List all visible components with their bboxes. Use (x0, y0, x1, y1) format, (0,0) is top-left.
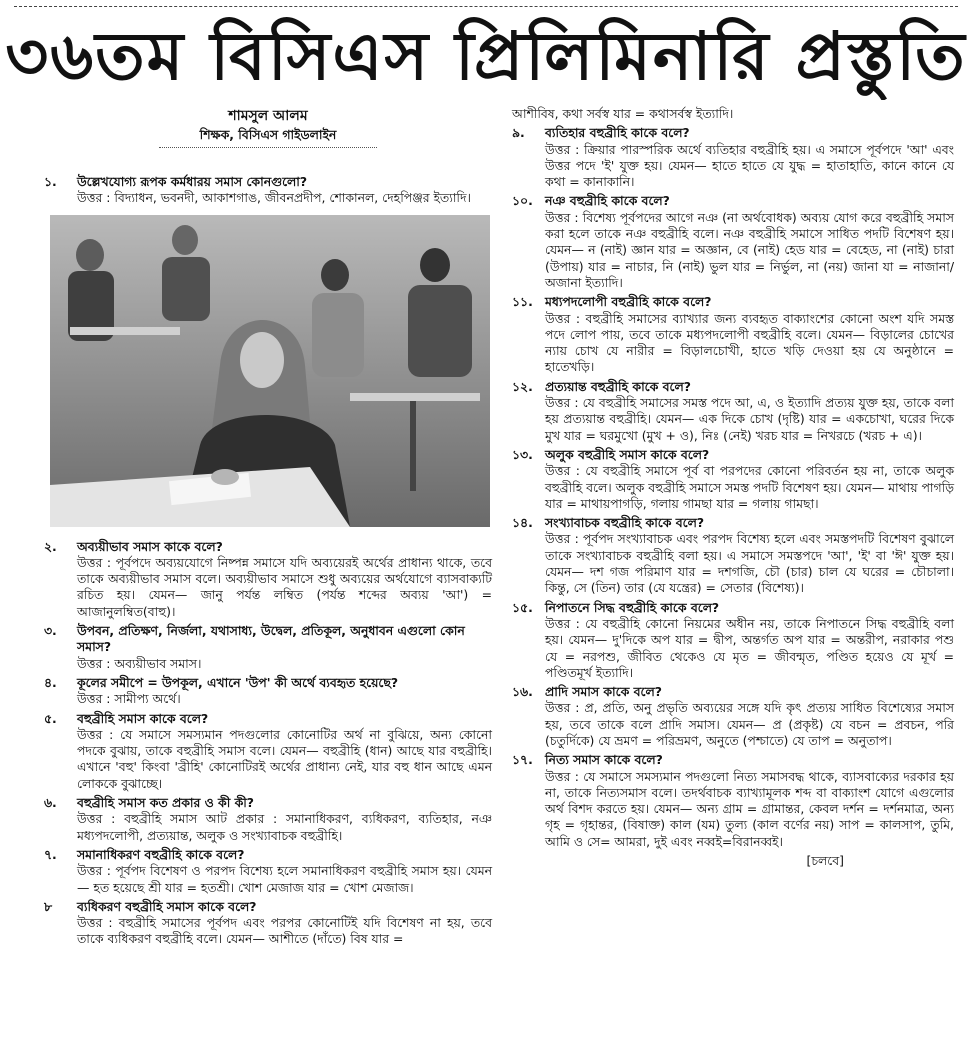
qa-item-10 (512, 193, 954, 291)
qa-question: কূলের সমীপে = উপকূল, এখানে 'উপ' কী অর্থে ব্যবহৃত হয়েছে? (77, 674, 399, 690)
qa-question: অলুক বহুব্রীহি সমাস কাকে বলে? (545, 446, 710, 462)
qa-item-1 (44, 174, 492, 207)
qa-number: ৭. (44, 846, 57, 862)
right-column (512, 106, 954, 869)
qa-number: ৫. (44, 710, 57, 726)
qa-item-11 (512, 294, 954, 375)
qa-answer: উত্তর : প্র, প্রতি, অনু প্রভৃতি অব্যয়ের সঙ্গে যদি কৃৎ প্রত্যয় সাধিত বিশেষ্যের সমাস হয়, তবে তাকে বলে প্রাদি সমাস। যেমন— প্র (প্রকৃষ্ট) যে বচন = প্রবচন, পরি (চতুর্দিকে) যে ভ্রমণ = পরিভ্রমণ, অনুতে (পশ্চাতে) যে তাপ = অনুতাপ। (545, 700, 954, 748)
qa-number: ১৭. (512, 752, 533, 768)
qa-body (545, 752, 954, 850)
qa-item-9 (512, 125, 954, 190)
qa-item-14 (512, 515, 954, 596)
continued-marker: [চলবে] (806, 853, 844, 869)
qa-question: মধ্যপদলোপী বহুব্রীহি কাকে বলে? (545, 294, 712, 310)
qa-question: ব্যতিহার বহুব্রীহি কাকে বলে? (545, 125, 690, 141)
qa-body (77, 899, 492, 948)
qa-number: ১. (44, 174, 57, 189)
qa-answer: উত্তর : বিশেষ্য পূর্বপদের আগে নঞ (না অর্থবোধক) অব্যয় যোগ করে বহুব্রীহি সমাস করা হলে তাকে নঞ বহুব্রীহি বলে। নঞ বহুব্রীহি সমাসে সাধিত পদটি বিশেষণ হয়। যেমন— ন (নাই) জ্ঞান যার = অজ্ঞান, বে (নাই) হেড যার = বেহেড, না (নাই) চারা (উপায়) যার = নাচার, নি (নাই) ভুল যার = নির্ভুল, না (নয়) জানা যা = নাজানা/অজানা ইত্যাদি। (545, 209, 954, 290)
qa-body (77, 847, 492, 896)
qa-item-6 (44, 795, 492, 844)
qa-body (545, 684, 954, 749)
qa-question: প্রাদি সমাস কাকে বলে? (545, 684, 662, 700)
qa-question: ব্যধিকরণ বহুব্রীহি সমাস কাকে বলে? (77, 898, 257, 914)
byline-divider (159, 147, 377, 148)
qa-question: অব্যয়ীভাব সমাস কাকে বলে? (77, 538, 223, 554)
qa-number: ১৬. (512, 684, 533, 700)
qa-answer: উত্তর : সামীপ্য অর্থে। (77, 691, 181, 707)
qa-body (545, 515, 954, 596)
qa-number: ৬. (44, 795, 57, 811)
qa-question: বহুব্রীহি সমাস কাকে বলে? (77, 710, 209, 726)
qa-number: ১৫. (512, 599, 533, 615)
qa-question: নিত্য সমাস কাকে বলে? (545, 752, 663, 768)
qa-item-13 (512, 447, 954, 512)
page-title: ৩৬তম বিসিএস প্রিলিমিনারি প্রস্তুতি (5, 18, 967, 95)
top-rule (14, 6, 958, 7)
left-column (44, 106, 492, 951)
exam-hall-photo (50, 215, 490, 527)
byline (44, 106, 492, 148)
qa-number: ১২. (512, 378, 533, 394)
qa-question: সমানাধিকরণ বহুব্রীহি কাকে বলে? (77, 846, 245, 862)
qa-body (77, 539, 492, 620)
qa-answer: উত্তর : অব্যয়ীভাব সমাস। (77, 655, 202, 671)
qa-answer: উত্তর : বহুব্রীহি সমাস আট প্রকার : সমানাধিকরণ, ব্যধিকরণ, ব্যতিহার, নঞ মধ্যপদলোপী, প্রত্যয়ান্ত, অলুক ও সংখ্যাবাচক বহুব্রীহি। (77, 811, 492, 843)
qa-question: নিপাতনে সিদ্ধ বহুব্রীহি কাকে বলে? (545, 599, 720, 615)
qa-answer: উত্তর : পূর্বপদ বিশেষণ ও পরপদ বিশেষ্য হলে সমানাধিকরণ বহুব্রীহি সমাস হয়। যেমন— হত হয়েছে শ্রী যার = হতশ্রী। খোশ মেজাজ যার = খোশ মেজাজ। (77, 863, 492, 895)
qa-item-5 (44, 711, 492, 792)
qa-question: প্রত্যয়ান্ত বহুব্রীহি কাকে বলে? (545, 378, 691, 394)
qa-body (545, 193, 954, 291)
qa-question: উল্লেখযোগ্য রূপক কর্মধারয় সমাস কোনগুলো? (77, 174, 308, 189)
qa-number: ১১. (512, 294, 533, 310)
qa-answer: উত্তর : বহুব্রীহি সমাসের পূর্বপদ এবং পরপর কোনোটিই যদি বিশেষণ না হয়, তবে তাকে ব্যধিকরণ বহুব্রীহি বলে। যেমন— আশীতে (দাঁতে) বিষ যার = (77, 915, 492, 947)
author-name: শামসুল আলম (228, 108, 308, 124)
qa-number: ৪. (44, 674, 57, 690)
qa-body (77, 711, 492, 792)
qa-body (545, 294, 954, 375)
qa-body (77, 675, 492, 708)
continued-text: আশীবিষ, কথা সর্বস্ব যার = কথাসর্বস্ব ইত্যাদি। (512, 106, 734, 121)
qa-body (77, 174, 492, 207)
qa-body (545, 447, 954, 512)
qa-question: উপবন, প্রতিক্ষণ, নির্জলা, যথাসাধ্য, উদ্বেল, প্রতিকূল, অনুধাবন এগুলো কোন সমাস? (77, 623, 465, 655)
qa-answer: উত্তর : যে বহুব্রীহি সমাসের সমস্ত পদে আ, এ, ও ইত্যাদি প্রত্যয় যুক্ত হয়, তাকে বলা হয় প্রত্যয়ান্ত বহুব্রীহি। যেমন— এক দিকে চোখ (দৃষ্টি) যার = একচোখা, ঘরের দিকে মুখ যার = ঘরমুখো (মুখ + ও), নিঃ (নেই) খরচ যার = নিখরচে (খরচ + এ)। (545, 395, 954, 443)
qa-item-3 (44, 623, 492, 672)
qa-number: ১৪. (512, 515, 533, 531)
qa-answer: উত্তর : যে বহুব্রীহি কোনো নিয়মের অধীন নয়, তাকে নিপাতনে সিদ্ধ বহুব্রীহি বলা হয়। যেমন— দু'দিকে অপ যার = দ্বীপ, অন্তর্গত অপ যার = অন্তরীপ, নরাকার পশু যে = নরপশু, জীবিত থেকেও যে মৃত = জীবন্মৃত, পণ্ডিত হয়েও যে মূর্খ = পণ্ডিতমূর্খ ইত্যাদি। (545, 615, 954, 680)
qa-item-8 (44, 899, 492, 948)
qa-answer: উত্তর : যে সমাসে সমস্যমান পদগুলোর কোনোটির অর্থ না বুঝিয়ে, অন্য কোনো পদকে বুঝায়, তাকে বহুব্রীহি সমাস বলে। যেমন— বহুব্রীহি (ধান) আছে যার বহুব্রীহি। এখানে 'বহু' কিংবা 'ব্রীহি' কোনোটিরই অর্থের প্রাধান্য নেই, যার বহু ধান আছে এমন লোককে বুঝাচ্ছে। (77, 726, 492, 791)
qa-question: বহুব্রীহি সমাস কত প্রকার ও কী কী? (77, 795, 254, 811)
qa-body (545, 379, 954, 444)
qa-number: ১০. (512, 193, 533, 209)
qa-item-12 (512, 379, 954, 444)
qa-answer: উত্তর : বহুব্রীহি সমাসের ব্যাখ্যার জন্য ব্যবহৃত বাক্যাংশের কোনো অংশ যদি সমস্ত পদে লোপ পায়, তবে তাকে মধ্যপদলোপী বহুব্রীহি বলে। যেমন— বিড়ালের চোখের ন্যায় চোখ যে নারীর = বিড়ালচোখী, হাতে খড়ি দেওয়া হয় যে অনুষ্ঠানে = হাতেখড়ি। (545, 310, 954, 375)
qa-item-4 (44, 675, 492, 708)
author-role: শিক্ষক, বিসিএস গাইডলাইন (199, 127, 337, 142)
qa-body (545, 125, 954, 190)
qa-answer: উত্তর : পূর্বপদে অব্যয়যোগে নিষ্পন্ন সমাসে যদি অব্যয়েরই অর্থের প্রাধান্য থাকে, তবে তাকে অব্যয়ীভাব সমাস বলে। অব্যয়ীভাব সমাসে শুধু অব্যয়ের অর্থযোগে ব্যাসবাক্যটি রচিত হয়। যেমন— জানু পর্যন্ত লম্বিত (পর্যন্ত শব্দের অব্যয় 'আ') = আজানুলম্বিত(বাহু)। (77, 554, 492, 619)
qa-item-2 (44, 539, 492, 620)
qa-number: ৯. (512, 125, 525, 141)
qa-answer: উত্তর : ক্রিয়ার পারস্পরিক অর্থে ব্যতিহার বহুব্রীহি হয়। এ সমাসে পূর্বপদে 'আ' এবং উত্তর পদে 'ই' যুক্ত হয়। যেমন— হাতে হাতে যে যুদ্ধ = হাতাহাতি, কানে কানে যে কথা = কানাকানি। (545, 141, 954, 190)
qa-body (545, 600, 954, 681)
qa-answer: উত্তর : পূর্বপদ সংখ্যাবাচক এবং পরপদ বিশেষ্য হলে এবং সমস্তপদটি বিশেষণ বুঝালে তাকে সংখ্যাবাচক বহুব্রীহি বলা হয়। এ সমাসে সমস্তপদে 'আ', 'ই' বা 'ঈ' যুক্ত হয়। যেমন— দশ গজ পরিমাণ যার = দশগজি, চৌ (চার) চাল যে ঘরের = চৌচালা। কিন্তু, সে (তিন) তার (যে যন্ত্রের) = সেতার (বিশেষ্য)। (545, 531, 954, 596)
qa-item-16 (512, 684, 954, 749)
qa-number: ৩. (44, 623, 57, 639)
qa-answer: উত্তর : বিদ্যাধন, ভবনদী, আকাশগাঙ, জীবনপ্রদীপ, শোকানল, দেহপিঞ্জর ইত্যাদি। (77, 190, 471, 206)
qa-body (77, 795, 492, 844)
qa-question: নঞ বহুব্রীহি কাকে বলে? (545, 193, 670, 209)
exam-hall-illustration (50, 215, 490, 527)
qa-number: ১৩. (512, 446, 533, 462)
qa-item-15 (512, 600, 954, 681)
qa-number: ২. (44, 538, 57, 554)
qa-item-17 (512, 752, 954, 850)
qa-item-7 (44, 847, 492, 896)
qa-body (77, 623, 492, 672)
qa-answer: উত্তর : যে বহুব্রীহি সমাসে পূর্ব বা পরপদের কোনো পরিবর্তন হয় না, তাকে অলুক বহুব্রীহি বলে। অলুক বহুব্রীহি সমাসে সমস্ত পদটি বিশেষণ হয়। যেমন— মাথায় পাগড়ি যার = মাথায়পাগড়ি, গলায় গামছা যার = গলায় গামছা। (545, 463, 954, 511)
qa-question: সংখ্যাবাচক বহুব্রীহি কাকে বলে? (545, 515, 705, 531)
qa-number: ৮ (44, 898, 53, 914)
qa-answer: উত্তর : যে সমাসে সমস্যমান পদগুলো নিত্য সমাসবদ্ধ থাকে, ব্যাসবাক্যের দরকার হয় না, তাকে নিত্যসমাস বলে। তদর্থবাচক ব্যাখ্যামূলক শব্দ বা বাক্যাংশ যোগে এগুলোর অর্থ বিশদ করতে হয়। যেমন— অন্য গ্রাম = গ্রামান্তর, কেবল দর্শন = দর্শনমাত্র, অন্য গৃহ = গৃহান্তর, (বিষাক্ত) কাল (যম) তুল্য (কাল বর্ণের নয়) সাপ = কালসাপ, তুমি, আমি ও সে= আমরা, দুই এবং নব্বই=বিরানব্বই। (545, 768, 954, 849)
